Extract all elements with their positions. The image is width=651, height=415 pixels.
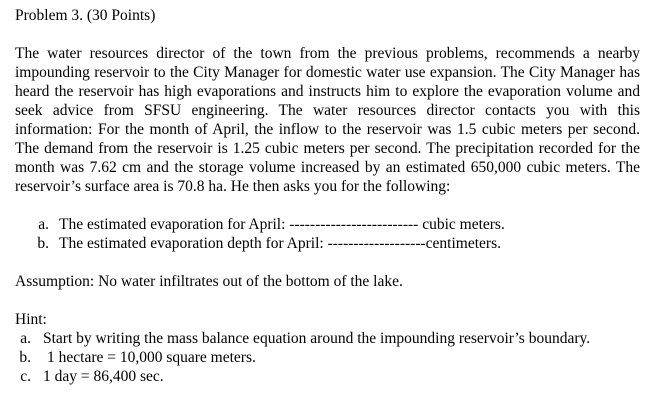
document [15, 6, 640, 386]
list-marker: b. [37, 235, 49, 252]
question-text: The estimated evaporation depth for April: -------------------centimeters. [59, 235, 501, 252]
hint-title: Hint: [15, 311, 47, 328]
hint-text: 1 day = 86,400 sec. [43, 368, 164, 385]
problem-description: The water resources director of the town from the previous problems, recommends a nearby impounding reservoir to the City Manager for domestic water use expansion. The City Manager has heard the reservoir has high evaporations and instructs him to explore the evaporation volume and seek advice from SFSU engineering. The water resources director contacts you with this information: For the month of April, the inflow to the reservoir was 1.5 cubic meters per second. The demand from the reservoir is 1.25 cubic meters per second. The precipitation recorded for the month was 7.62 cm and the storage volume increased by an estimated 650,000 cubic meters. The reservoir’s surface area is 70.8 ha. He then asks you for the following: [15, 45, 640, 195]
question-list [15, 215, 640, 253]
list-marker: b. [19, 349, 31, 366]
list-marker: a. [38, 216, 49, 233]
list-marker: a. [20, 330, 31, 347]
problem-heading: Problem 3. (30 Points) [15, 7, 156, 24]
list-item [15, 367, 640, 386]
list-item [15, 234, 640, 253]
assumption-text: Assumption: No water infiltrates out of the bottom of the lake. [15, 273, 403, 290]
hint-list [15, 329, 640, 386]
hint-text: 1 hectare = 10,000 square meters. [47, 349, 256, 366]
hint-text: Start by writing the mass balance equation around the impounding reservoir’s boundary. [43, 330, 591, 347]
list-marker: c. [20, 368, 31, 385]
list-item [15, 348, 640, 367]
list-item [15, 329, 640, 348]
question-text: The estimated evaporation for April: ------------------------- cubic meters. [59, 216, 505, 233]
list-item [15, 215, 640, 234]
